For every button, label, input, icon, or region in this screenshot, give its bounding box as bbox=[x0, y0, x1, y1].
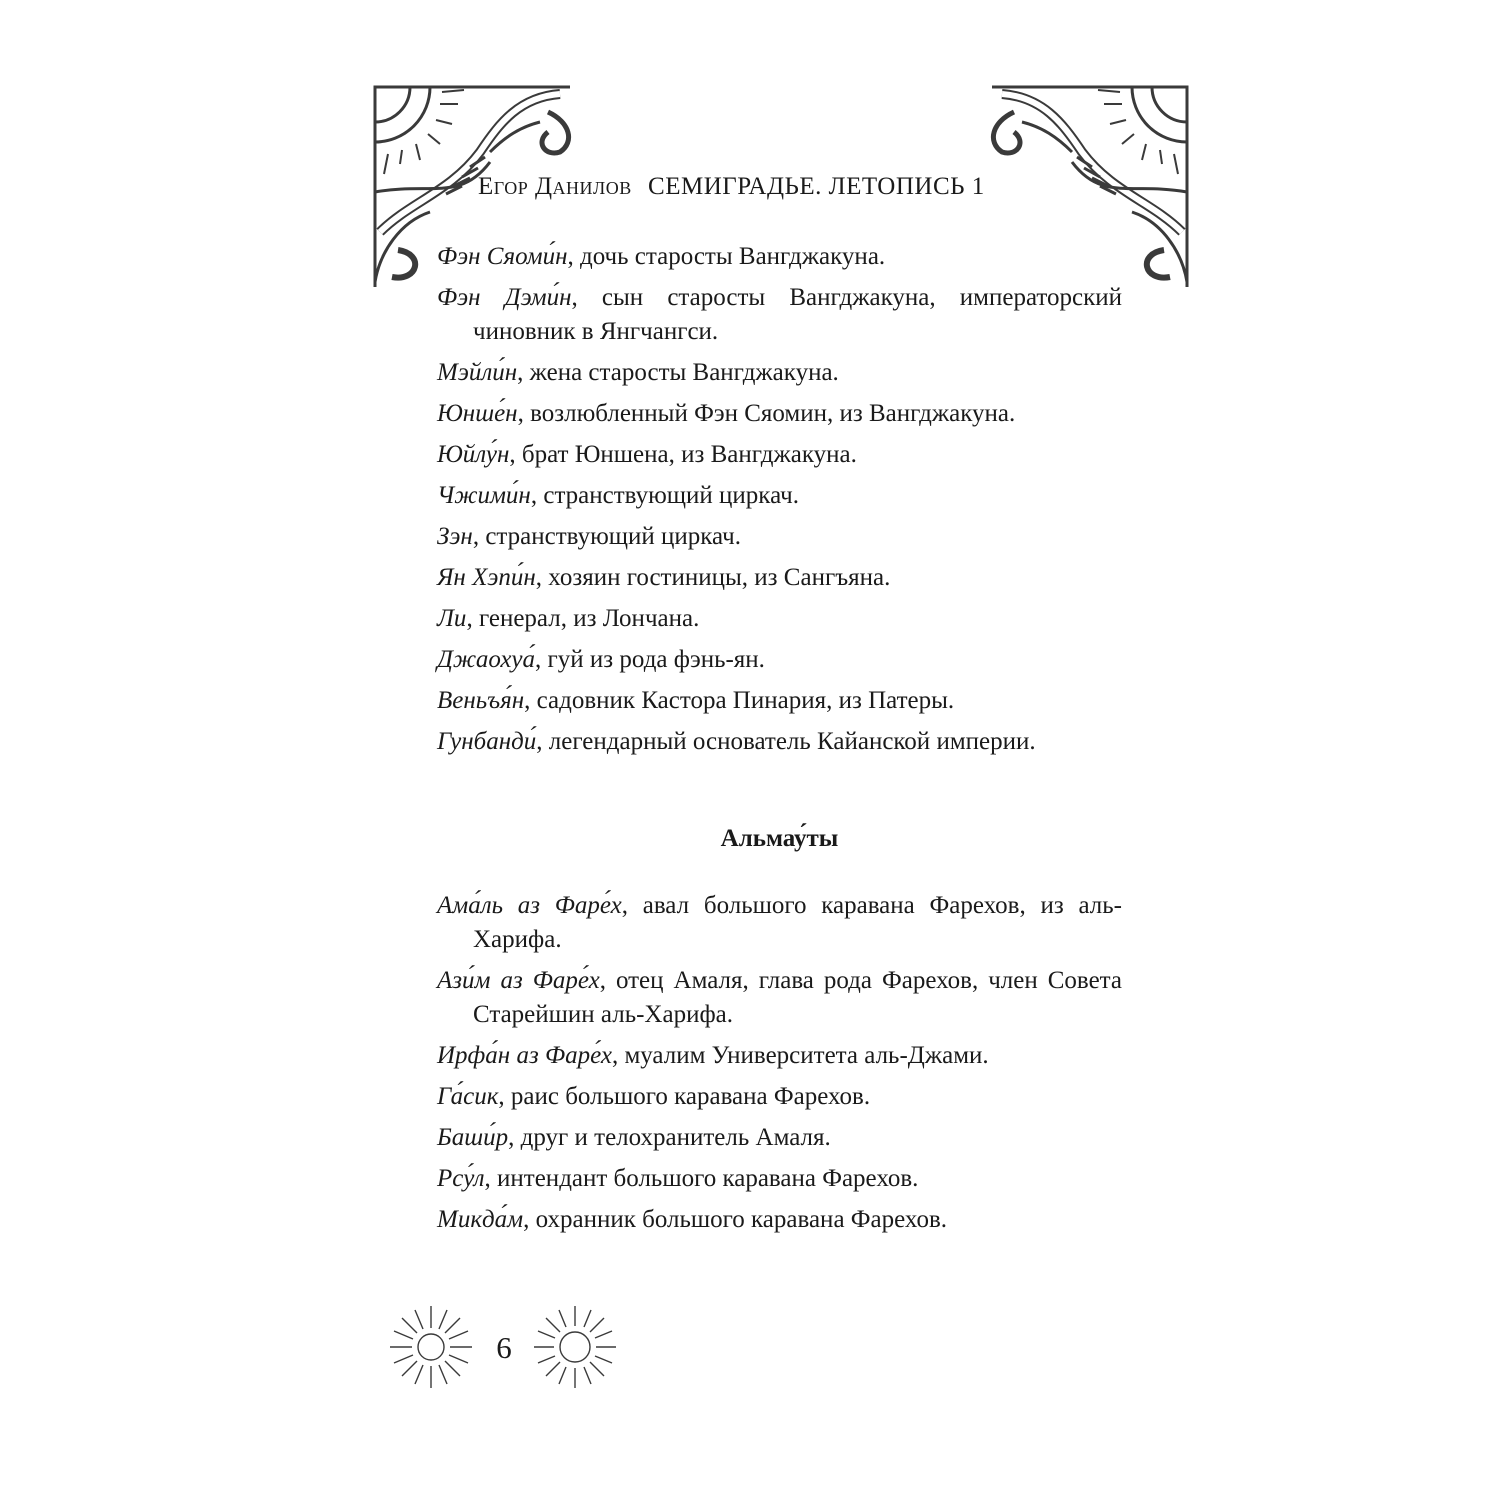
character-name: Зэн bbox=[437, 523, 473, 550]
character-name: Мэйли́н bbox=[437, 359, 518, 386]
character-name: Юнше́н bbox=[437, 400, 518, 427]
character-name: Чжими́н bbox=[437, 482, 531, 509]
character-name: Микда́м bbox=[437, 1206, 524, 1233]
character-name: Гунбанди́ bbox=[437, 728, 537, 755]
character-name: Га́сик bbox=[437, 1083, 499, 1110]
page-footer bbox=[388, 1304, 618, 1390]
character-description: , дочь старосты Вангджакуна. bbox=[567, 243, 886, 270]
character-name: Юйлу́н bbox=[437, 441, 510, 468]
list-item bbox=[437, 602, 1122, 636]
list-item bbox=[437, 397, 1122, 431]
list-item bbox=[437, 964, 1122, 1032]
character-description: , авал большого каравана Фарехов, из аль-Харифа. bbox=[473, 892, 1122, 953]
list-item bbox=[437, 356, 1122, 390]
character-name: Фэн Дэми́н bbox=[437, 284, 572, 311]
list-item bbox=[437, 1162, 1122, 1196]
author-name: Егор Данилов bbox=[478, 173, 632, 200]
list-item bbox=[437, 684, 1122, 718]
list-item bbox=[437, 1039, 1122, 1073]
character-description: , раис большого каравана Фарехов. bbox=[498, 1083, 871, 1110]
character-name: Фэн Сяоми́н bbox=[437, 243, 568, 270]
character-description: , сын старосты Вангджакуна, императорский чиновник в Янгчангси. bbox=[473, 284, 1122, 345]
character-name: Баши́р bbox=[437, 1124, 509, 1151]
list-item bbox=[437, 889, 1122, 957]
list-item bbox=[437, 1121, 1122, 1155]
list-item bbox=[437, 240, 1122, 274]
list-item bbox=[437, 479, 1122, 513]
character-description: , возлюбленный Фэн Сяомин, из Вангджакуна. bbox=[517, 400, 1016, 427]
list-item bbox=[437, 1203, 1122, 1237]
page-number: 6 bbox=[496, 1330, 512, 1365]
character-description: , жена старосты Вангджакуна. bbox=[517, 359, 839, 386]
book-title: СЕМИГРАДЬЕ. ЛЕТОПИСЬ 1 bbox=[648, 173, 985, 200]
character-list bbox=[437, 240, 1122, 1244]
character-description: , хозяин гостиницы, из Сангъяна. bbox=[535, 564, 891, 591]
character-description: , странствующий циркач. bbox=[530, 482, 799, 509]
sun-burst-icon bbox=[532, 1304, 618, 1390]
character-name: Ирфа́н аз Фаре́х bbox=[437, 1042, 612, 1069]
character-description: , друг и телохранитель Амаля. bbox=[508, 1124, 831, 1151]
character-description: , странствующий циркач. bbox=[472, 523, 741, 550]
character-description: , охранник большого каравана Фарехов. bbox=[523, 1206, 948, 1233]
list-item bbox=[437, 520, 1122, 554]
character-name: Джаохуа́ bbox=[437, 646, 536, 673]
character-name: Веньъя́н bbox=[437, 687, 525, 714]
character-name: Ама́ль аз Фаре́х bbox=[437, 892, 622, 919]
list-item bbox=[437, 725, 1122, 759]
list-item bbox=[437, 281, 1122, 349]
character-description: , гуй из рода фэнь-ян. bbox=[535, 646, 765, 673]
character-name: Ян Хэпи́н bbox=[437, 564, 536, 591]
character-name: Ази́м аз Фаре́х bbox=[437, 967, 600, 994]
character-name: Рсу́л bbox=[437, 1165, 485, 1192]
character-name: Ли bbox=[437, 605, 467, 632]
section-heading: Альмау́ты bbox=[720, 825, 839, 852]
sun-burst-icon bbox=[388, 1304, 474, 1390]
running-head bbox=[478, 173, 1078, 201]
list-item bbox=[437, 438, 1122, 472]
character-description: , интендант большого каравана Фарехов. bbox=[484, 1165, 919, 1192]
list-item bbox=[437, 561, 1122, 595]
list-item bbox=[437, 643, 1122, 677]
character-description: , отец Амаля, глава рода Фарехов, член Совета Старейшин аль-Харифа. bbox=[473, 967, 1122, 1028]
character-description: , легендарный основатель Кайанской империи. bbox=[536, 728, 1036, 755]
character-description: , садовник Кастора Пинария, из Патеры. bbox=[524, 687, 955, 714]
character-description: , муалим Университета аль-Джами. bbox=[611, 1042, 989, 1069]
character-description: , брат Юншена, из Вангджакуна. bbox=[509, 441, 857, 468]
character-description: , генерал, из Лончана. bbox=[466, 605, 700, 632]
list-item bbox=[437, 1080, 1122, 1114]
